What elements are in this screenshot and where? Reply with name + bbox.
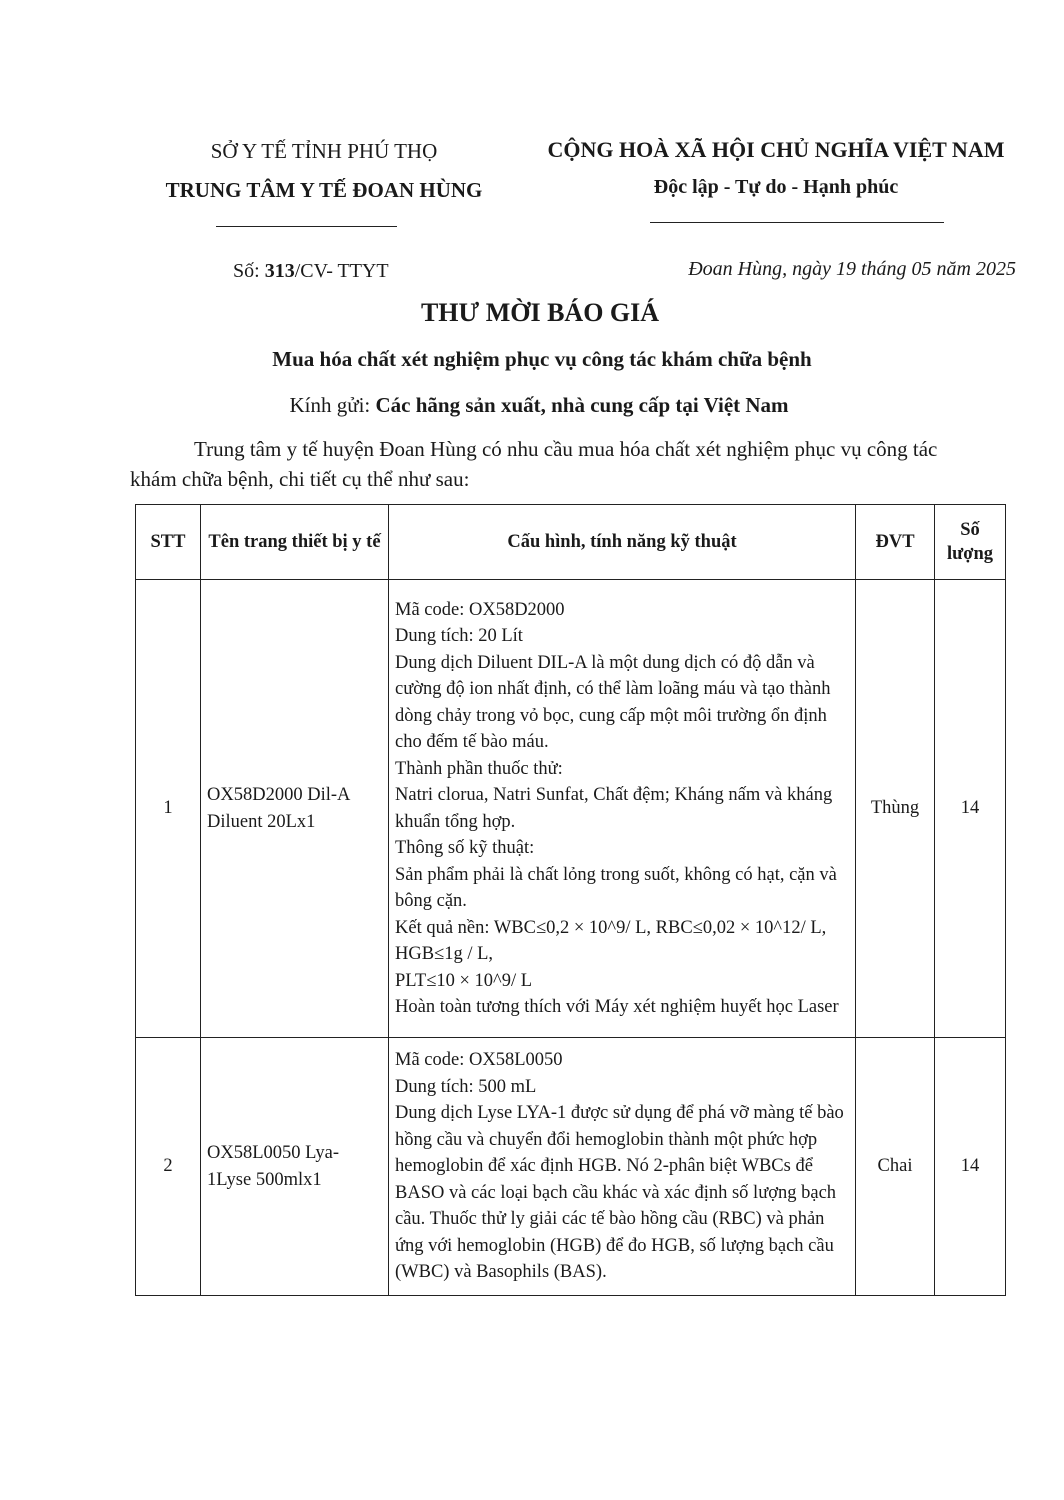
spec-line: Kết quả nền: WBC≤0,2 × 10^9/ L, RBC≤0,02 × 10^12/ L, HGB≤1g / L, <box>395 917 827 964</box>
org-parent: SỞ Y TẾ TỈNH PHÚ THỌ <box>210 139 438 163</box>
intro-paragraph: Trung tâm y tế huyện Đoan Hùng có nhu cầu mua hóa chất xét nghiệm phục vụ công tác khám chữa bệnh, chi tiết cụ thể như sau: <box>130 437 938 491</box>
greeting <box>0 393 1064 418</box>
header-name: Tên trang thiết bị y tế <box>201 505 389 580</box>
motto-underline <box>650 222 944 223</box>
row-qty: 14 <box>935 580 1006 1038</box>
spec-line: Mã code: OX58D2000 <box>395 599 565 620</box>
document-title: THƯ MỜI BÁO GIÁ <box>420 298 660 327</box>
greeting-recipient: Các hãng sản xuất, nhà cung cấp tại Việt Nam <box>375 393 789 417</box>
header-qty: Số lượng <box>935 505 1006 580</box>
row-name: OX58D2000 Dil-A Diluent 20Lx1 <box>201 580 389 1038</box>
row-unit: Chai <box>856 1038 935 1296</box>
row-qty: 14 <box>935 1038 1006 1296</box>
spec-line: Thành phần thuốc thử: <box>395 758 563 779</box>
number-prefix: Số: <box>233 260 265 282</box>
org-name: TRUNG TÂM Y TẾ ĐOAN HÙNG <box>165 178 483 202</box>
items-table <box>135 504 1006 1296</box>
spec-line: Dung dịch Diluent DIL-A là một dung dịch có độ dẫn và cường độ ion nhất định, có thể làm loãng máu và tạo thành dòng chảy trong vỏ bọc, cung cấp một môi trường ổn định cho đếm tế bào máu. <box>395 652 831 752</box>
org-underline <box>216 226 397 227</box>
document-number <box>233 260 389 283</box>
nation-title: CỘNG HOÀ XÃ HỘI CHỦ NGHĨA VIỆT NAM <box>547 137 1005 162</box>
table-header-row <box>136 505 1006 580</box>
row-spec <box>389 580 856 1038</box>
header-spec: Cấu hình, tính năng kỹ thuật <box>389 505 856 580</box>
document-subtitle: Mua hóa chất xét nghiệm phục vụ công tác khám chữa bệnh <box>272 347 812 371</box>
motto: Độc lập - Tự do - Hạnh phúc <box>653 176 899 198</box>
spec-line: Thông số kỹ thuật: <box>395 838 535 858</box>
row-spec <box>389 1038 856 1296</box>
row-stt: 1 <box>136 580 201 1038</box>
spec-line: PLT≤10 × 10^9/ L <box>395 970 533 991</box>
table-row <box>136 1038 1006 1296</box>
spec-line: Dung dịch Lyse LYA-1 được sử dụng để phá vỡ màng tế bào hồng cầu và chuyển đổi hemoglobin thành một phức hợp hemoglobin để xác định HGB. Nó 2-phân biệt WBCs để BASO và các loại bạch cầu khác và xác định số lượng bạch cầu. Thuốc thử ly giải các tế bào hồng cầu (RBC) và phản ứng với hemoglobin (HGB) để đo HGB, số lượng bạch cầu (WBC) và Basophils (BAS). <box>395 1103 844 1283</box>
spec-line: Sản phẩm phải là chất lỏng trong suốt, không có hạt, cặn và bông cặn. <box>395 864 837 911</box>
spec-line: Dung tích: 20 Lít <box>395 626 523 646</box>
header-unit: ĐVT <box>856 505 935 580</box>
greeting-prefix: Kính gửi: <box>289 393 376 417</box>
number-value: 313 <box>264 260 295 282</box>
spec-line: Mã code: OX58L0050 <box>395 1050 563 1071</box>
row-name: OX58L0050 Lya-1Lyse 500mlx1 <box>201 1038 389 1296</box>
spec-line: Dung tích: 500 mL <box>395 1076 537 1097</box>
table-row <box>136 580 1006 1038</box>
spec-line: Hoàn toàn tương thích với Máy xét nghiệm huyết học Laser <box>395 997 839 1017</box>
header-stt: STT <box>136 505 201 580</box>
document-date: Đoan Hùng, ngày 19 tháng 05 năm 2025 <box>688 258 1016 280</box>
spec-line: Natri clorua, Natri Sunfat, Chất đệm; Kháng nấm và kháng khuẩn tổng hợp. <box>395 785 833 832</box>
row-unit: Thùng <box>856 580 935 1038</box>
number-suffix: /CV- TTYT <box>294 260 389 282</box>
row-stt: 2 <box>136 1038 201 1296</box>
